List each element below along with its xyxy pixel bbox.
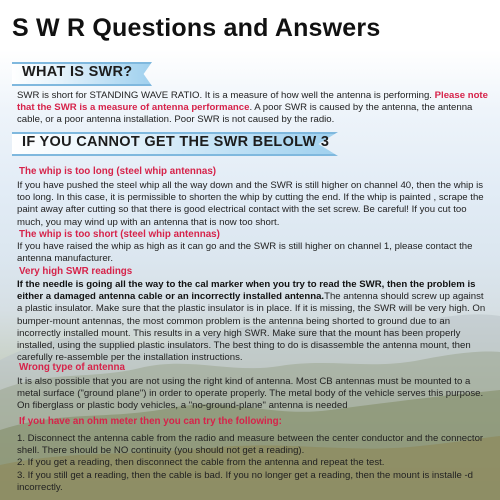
subheading-whip-too-long: The whip is too long (steel whip antennas) [19, 166, 217, 177]
subheading-whip-too-short: The whip is too short (steel whip antennas) [19, 229, 220, 240]
subheading-wrong-antenna: Wrong type of antenna [19, 362, 125, 373]
paragraph-wrong-antenna: It is also possible that you are not using the right kind of antenna. Most CB antennas must be mounted to a metal surface ("ground plane") in order to operate properly. The metal body of the vehicle serves this purpose. On fiberglass or plastic body vehicles, a "no-ground-plane" antenna is needed [17, 376, 484, 412]
list-item: 1. Disconnect the antenna cable from the radio and measure between the center conductor and the connector shell. There should be NO continuity (you should not get a reading). [17, 433, 484, 457]
paragraph-whip-too-short: If you have raised the whip as high as it can go and the SWR is still higher on channel 1, please contact the antenna manufacturer. [17, 241, 473, 265]
list-item: 3. If you still get a reading, then the cable is bad. If you no longer get a reading, then the mount is installe -d incorrectly. [17, 469, 473, 493]
paragraph-very-high-swr: If the needle is going all the way to the cal marker when you try to read the SWR, then the problem is either a damaged antenna cable or an incorrectly installed antenna.The antenna should screw up against a plastic insulator. Make sure that the plastic insulator is in place. If it is missing, the SWR will be very high. On bumper-mount antennas, the most common problem is the antenna being shorted to ground due to an incorrectly installed mount. This results in a very high SWR. Make sure that the mount has been properly installed, using the supplied plastic insulators. The best thing to do is disassemble the antenna mount, then carefully re-assemble per the installation instructions. [17, 279, 486, 364]
very-high-swr-bold-text: If the needle is going all the way to the cal marker when you try to read the SWR, then the problem is either a damaged antenna cable or an incorrectly installed antenna. [17, 279, 476, 303]
section-heading-what-is-swr: WHAT IS SWR? [22, 64, 133, 80]
subheading-very-high-swr: Very high SWR readings [19, 266, 133, 277]
section-heading-swr-below-3: IF YOU CANNOT GET THE SWR BELOLW 3 [22, 134, 330, 150]
page-title: S W R Questions and Answers [12, 14, 381, 42]
list-item: 2. If you get a reading, then disconnect the cable from the antenna and repeat the test. [17, 457, 385, 469]
what-is-swr-paragraph: SWR is short for STANDING WAVE RATIO. It is a measure of how well the antenna is performing. Please note that the SWR is a measure of antenna performance. A poor SWR is caused by the antenna, the antenna cable, or a poor antenna installation. Poor SWR is not caused by the radio. [17, 90, 488, 126]
paragraph-whip-too-long: If you have pushed the steel whip all the way down and the SWR is still higher on channel 40, then the whip is too long. In this case, it is permissible to shorten the whip by cutting the end. If the whip is painted , scrape the paint away after cutting so that there is good electrical contact with the set screw. Be careful! If you cut too much, you may wind up with an antenna that is now too short. [17, 180, 484, 228]
subheading-ohm-meter: If you have an ohm meter then you can try the following: [19, 416, 282, 427]
antenna-performance-note: Please note that the SWR is a measure of antenna performance [17, 90, 488, 114]
ohm-meter-steps-list [17, 433, 489, 494]
